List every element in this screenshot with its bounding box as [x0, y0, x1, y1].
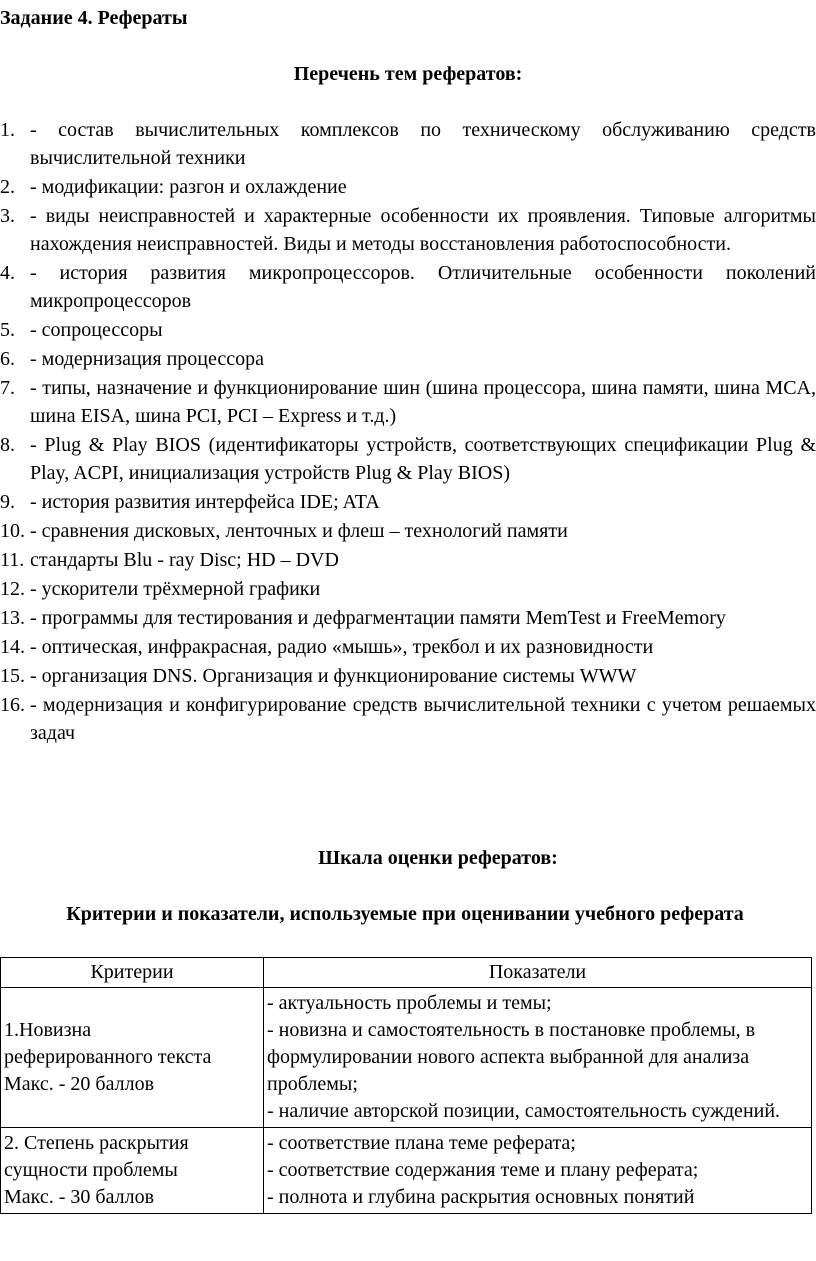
topic-text: - программы для тестирования и дефрагментации памяти MemTest и FreeMemory — [30, 607, 726, 629]
topic-text: стандарты Blu - ray Disc; HD – DVD — [30, 549, 339, 571]
topic-text: - сопроцессоры — [30, 319, 163, 341]
topic-text: - оптическая, инфракрасная, радио «мышь», трекбол и их разновидности — [30, 636, 654, 658]
topic-text: - типы, назначение и функционирование шин (шина процессора, шина памяти, шина MCA, шина EISA, шина PCI, PCI – Express и т.д.) — [30, 377, 816, 427]
topic-number: 2. — [0, 176, 15, 198]
criteria-heading: Критерии и показатели, используемые при оценивании учебного реферата — [66, 903, 744, 925]
table-row — [1, 1128, 812, 1214]
topics-list — [0, 116, 816, 748]
topic-item — [0, 575, 816, 603]
topic-number: 14. — [0, 636, 25, 658]
topics-list-heading: Перечень тем рефератов: — [293, 63, 523, 85]
topic-text: - Plug & Play BIOS (идентификаторы устройств, соответствующих спецификации Plug & Play, ACPI, инициализация устройств Plug & Play BIOS) — [30, 434, 816, 484]
topic-item — [0, 633, 816, 661]
criterion-line: реферированного текста — [4, 1046, 212, 1068]
criterion-line: Макс. - 20 баллов — [4, 1073, 155, 1095]
criterion-cell — [1, 1128, 264, 1214]
topic-item — [0, 662, 816, 690]
topic-item — [0, 546, 816, 574]
indicator-line: - соответствие плана теме реферата; — [267, 1132, 576, 1154]
topic-item — [0, 431, 816, 487]
topic-text: - ускорители трёхмерной графики — [30, 578, 321, 600]
topic-text: - модернизация процессора — [30, 348, 264, 370]
criterion-cell — [1, 988, 264, 1128]
table-header-row — [1, 958, 812, 988]
topic-item — [0, 345, 816, 373]
topic-number: 5. — [0, 319, 15, 341]
criterion-line: сущности проблемы — [4, 1159, 178, 1181]
topic-text: - сравнения дисковых, ленточных и флеш – технологий памяти — [30, 520, 568, 542]
topic-number: 8. — [0, 434, 15, 456]
topic-text: - история развития интерфейса IDE; ATA — [30, 491, 380, 513]
topic-item — [0, 316, 816, 344]
topic-number: 6. — [0, 348, 15, 370]
column-header-criteria: Критерии — [1, 958, 264, 988]
column-header-indicators: Показатели — [264, 958, 812, 988]
topic-text: - организация DNS. Организация и функционирование системы WWW — [30, 665, 637, 687]
criterion-line: 2. Степень раскрытия — [4, 1132, 189, 1154]
topic-text: - состав вычислительных комплексов по техническому обслуживанию средств вычислительной техники — [30, 119, 816, 169]
indicators-cell — [264, 988, 812, 1128]
topic-number: 3. — [0, 205, 15, 227]
topic-text: - модификации: разгон и охлаждение — [30, 176, 347, 198]
topic-item — [0, 517, 816, 545]
topic-number: 10. — [0, 520, 25, 542]
indicator-line: - полнота и глубина раскрытия основных понятий — [267, 1186, 695, 1208]
topic-item — [0, 202, 816, 258]
topic-text: - виды неисправностей и характерные особенности их проявления. Типовые алгоритмы нахождения неисправностей. Виды и методы восстановления работоспособности. — [30, 205, 816, 255]
topic-item — [0, 374, 816, 430]
criteria-table — [0, 957, 812, 1214]
topic-number: 7. — [0, 377, 15, 399]
indicator-line: - наличие авторской позиции, самостоятельность суждений. — [267, 1100, 781, 1122]
topic-item — [0, 604, 816, 632]
table-row — [1, 988, 812, 1128]
criterion-line: Макс. - 30 баллов — [4, 1186, 155, 1208]
topic-text: - модернизация и конфигурирование средств вычислительной техники с учетом решаемых задач — [30, 694, 816, 744]
topic-number: 4. — [0, 262, 15, 284]
topic-item — [0, 488, 816, 516]
topic-number: 11. — [0, 549, 25, 571]
topic-text: - история развития микропроцессоров. Отличительные особенности поколений микропроцессоров — [30, 262, 816, 312]
topic-item — [0, 691, 816, 747]
indicator-line: - соответствие содержания теме и плану реферата; — [267, 1159, 699, 1181]
grading-scale-heading: Шкала оценки рефератов: — [318, 847, 558, 869]
topic-item — [0, 173, 816, 201]
criterion-line: 1.Новизна — [4, 1019, 92, 1041]
task-title: Задание 4. Рефераты — [0, 7, 188, 29]
indicators-cell — [264, 1128, 812, 1214]
indicator-line: - новизна и самостоятельность в постановке проблемы, в формулировании нового аспекта выбранной для анализа проблемы; — [267, 1019, 756, 1095]
topic-number: 16. — [0, 694, 25, 716]
topic-number: 15. — [0, 665, 25, 687]
topic-number: 1. — [0, 119, 15, 141]
indicator-line: - актуальность проблемы и темы; — [267, 992, 552, 1014]
topic-number: 13. — [0, 607, 25, 629]
topic-item — [0, 259, 816, 315]
topic-number: 9. — [0, 491, 15, 513]
topic-number: 12. — [0, 578, 25, 600]
topic-item — [0, 116, 816, 172]
